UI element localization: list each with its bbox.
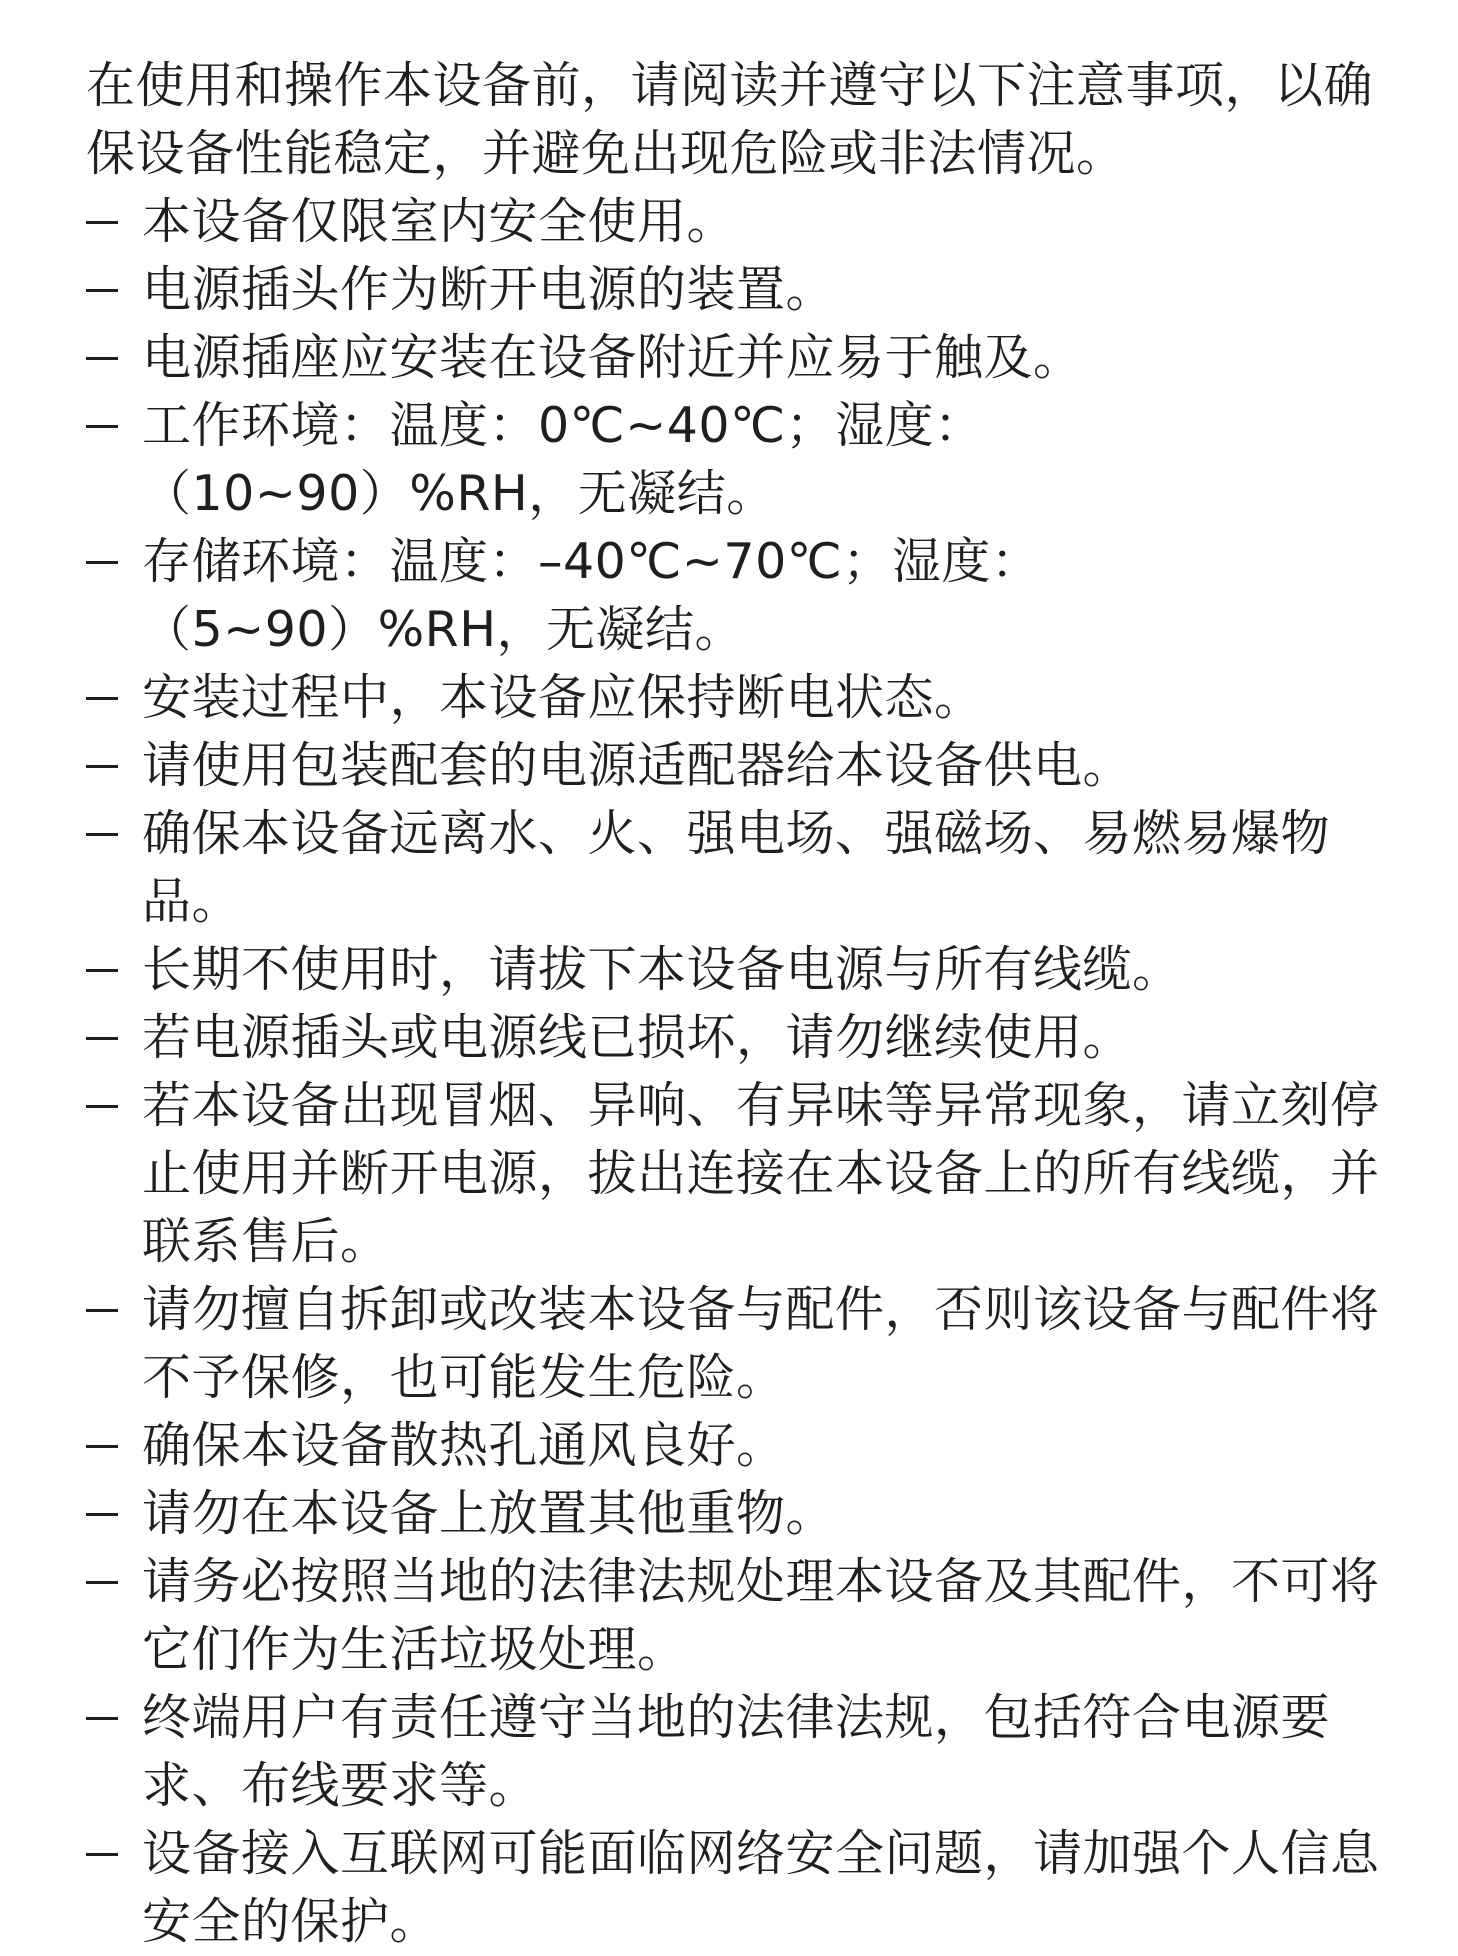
- list-item-text: 电源插座应安装在设备附近并应易于触及。: [142, 329, 1083, 386]
- dash-bullet-icon: [86, 1513, 118, 1516]
- intro-paragraph: 在使用和操作本设备前，请阅读并遵守以下注意事项，以确保设备性能稳定，并避免出现危险或非法情况。: [86, 57, 1374, 182]
- list-item-text: 设备接入互联网可能面临网络安全问题，请加强个人信息安全的保护。: [142, 1825, 1380, 1950]
- list-item-text: 存储环境：温度：–40℃~70℃；湿度：（5~90）%RH，无凝结。: [142, 533, 1041, 658]
- dash-bullet-icon: [86, 1105, 118, 1108]
- dash-bullet-icon: [86, 289, 118, 292]
- list-item: [86, 1548, 1386, 1684]
- dash-bullet-icon: [86, 1581, 118, 1584]
- list-item-text: 确保本设备远离水、火、强电场、强磁场、易燃易爆物品。: [142, 805, 1331, 930]
- list-item: [86, 1004, 1386, 1072]
- dash-bullet-icon: [86, 425, 118, 428]
- dash-bullet-icon: [86, 357, 118, 360]
- dash-bullet-icon: [86, 1717, 118, 1720]
- dash-bullet-icon: [86, 697, 118, 700]
- list-item: [86, 392, 1386, 528]
- dash-bullet-icon: [86, 765, 118, 768]
- precautions-list: [86, 188, 1386, 1956]
- list-item-text: 安装过程中，本设备应保持断电状态。: [142, 669, 984, 726]
- list-item: [86, 324, 1386, 392]
- dash-bullet-icon: [86, 833, 118, 836]
- list-item: [86, 256, 1386, 324]
- dash-bullet-icon: [86, 1853, 118, 1856]
- dash-bullet-icon: [86, 969, 118, 972]
- dash-bullet-icon: [86, 221, 118, 224]
- list-item-text: 请勿擅自拆卸或改装本设备与配件，否则该设备与配件将不予保修，也可能发生危险。: [142, 1281, 1380, 1406]
- list-item: [86, 664, 1386, 732]
- list-item-text: 若本设备出现冒烟、异响、有异味等异常现象，请立刻停止使用并断开电源，拔出连接在本设备上的所有线缆，并联系售后。: [142, 1077, 1380, 1270]
- list-item: [86, 800, 1386, 936]
- list-item-text: 若电源插头或电源线已损坏，请勿继续使用。: [142, 1009, 1133, 1066]
- list-item: [86, 732, 1386, 800]
- list-item: [86, 1820, 1386, 1956]
- list-item-text: 本设备仅限室内安全使用。: [142, 193, 737, 250]
- safety-notice-document: [86, 52, 1386, 1956]
- list-item: [86, 1480, 1386, 1548]
- dash-bullet-icon: [86, 1037, 118, 1040]
- dash-bullet-icon: [86, 561, 118, 564]
- list-item: [86, 936, 1386, 1004]
- list-item-text: 请务必按照当地的法律法规处理本设备及其配件，不可将它们作为生活垃圾处理。: [142, 1553, 1380, 1678]
- list-item: [86, 1412, 1386, 1480]
- list-item-text: 终端用户有责任遵守当地的法律法规，包括符合电源要求、布线要求等。: [142, 1689, 1331, 1814]
- list-item: [86, 188, 1386, 256]
- list-item: [86, 1684, 1386, 1820]
- list-item-text: 请勿在本设备上放置其他重物。: [142, 1485, 836, 1542]
- list-item: [86, 528, 1386, 664]
- dash-bullet-icon: [86, 1309, 118, 1312]
- list-item-text: 请使用包装配套的电源适配器给本设备供电。: [142, 737, 1133, 794]
- list-item-text: 确保本设备散热孔通风良好。: [142, 1417, 786, 1474]
- list-item-text: 电源插头作为断开电源的装置。: [142, 261, 836, 318]
- list-item: [86, 1072, 1386, 1276]
- list-item-text: 工作环境：温度：0℃~40℃；湿度：（10~90）%RH，无凝结。: [142, 397, 984, 522]
- list-item: [86, 1276, 1386, 1412]
- list-item-text: 长期不使用时，请拔下本设备电源与所有线缆。: [142, 941, 1182, 998]
- dash-bullet-icon: [86, 1445, 118, 1448]
